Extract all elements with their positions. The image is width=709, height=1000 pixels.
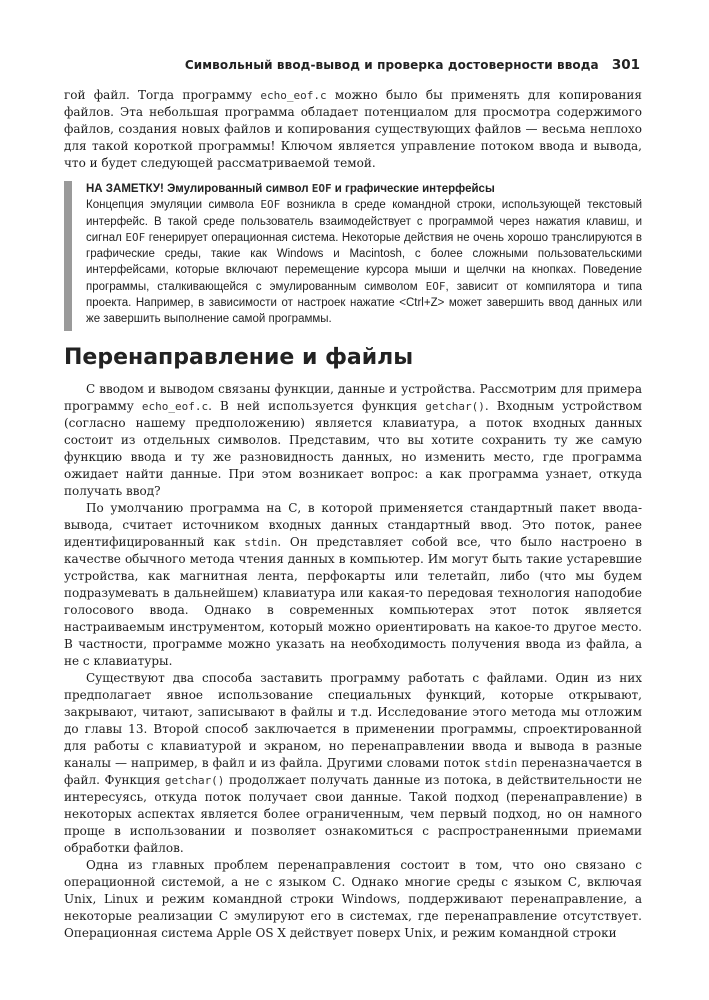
note-text-2: возникла в среде командной строки, использующей текстовый интерфейс. В такой среде пользователь взаимодействует с программой через нажатия клавиш, и сигнал (86, 199, 643, 244)
note-title-part-a: НА ЗАМЕТКУ! Эмулированный символ (86, 183, 312, 195)
note-text-1: Концепция эмуляции символа (86, 199, 261, 212)
note-code-2: EOF (125, 230, 146, 244)
note-box (64, 181, 642, 331)
p2-text-2: . Он представляет собой все, что было настроено в качестве обычного метода чтения данных в компьютер. Им могут быть такие устаревшие устройства, как магнитная лента, перфокарты или телетайп, либо (что мы будем подразумевать в дальнейшем) клавиатура или какая-то передовая технология наподобие голосового ввода. Однако в современных компьютерах этот поток является настраиваемым инструментом, который можно ориентировать на какое-то другое место. В частности, программе можно указать на необходимость получения ввода из файла, а не с клавиатуры. (64, 535, 643, 668)
note-text-3: генерирует операционная система. Некоторые действия не очень хорошо транслируются в графические среды, такие как Windows и Macintosh, с более сложными пользовательскими интерфейсами, которые включают перемещение курсора мыши и щелчки на кнопках. Поведение программы, сталкивающейся с эмулированным символом (86, 231, 642, 293)
intro-text-1: гой файл. Тогда программу (64, 88, 261, 102)
note-body (86, 197, 642, 327)
paragraph-3 (64, 670, 642, 857)
p4-text-1: Одна из главных проблем перенаправления состоит в том, что оно связано с операционной системой, а не с языком С. Однако многие среды с языком С, включая Unix, Linux и режим командной строки Windows, поддерживают перенаправление, а некоторые реализации С эмулируют его в системах, где перенаправление отсутствует. Операционная система Apple OS X действует поверх Unix, и режим командной строки (64, 858, 642, 940)
note-text-4: , зависит от компилятора и типа проекта. Например, в зависимости от настроек нажатие <Ctrl+Z> может завершить ввод данных или же завершить выполнение самой программы. (86, 280, 642, 326)
code-echo-eof: echo_eof.c (260, 89, 327, 102)
note-content (86, 181, 642, 328)
paragraph-2 (64, 500, 642, 670)
paragraph-1 (64, 381, 642, 500)
p2-text-1: По умолчанию программа на С, в которой применяется стандартный пакет ввода-вывода, считает источником входных данных стандартный ввод. Это поток, ранее идентифицированный как (64, 501, 642, 549)
p3-code-1: stdin (484, 757, 518, 770)
p1-code-1: echo_eof.c (141, 400, 209, 413)
p1-code-2: getchar() (425, 400, 485, 413)
intro-paragraph-block (64, 87, 642, 172)
note-code-3: EOF (425, 279, 446, 293)
p1-text-2: . В ней используется функция (208, 399, 426, 413)
note-side-bar (64, 181, 72, 331)
section-heading: Перенаправление и файлы (64, 345, 414, 370)
p3-code-2: getchar() (164, 774, 225, 787)
note-title-part-b: и графические интерфейсы (331, 183, 495, 195)
p3-text-2: переназначается в файл. Функция (64, 756, 642, 787)
running-header-title: Символьный ввод-вывод и проверка достоверности ввода (184, 58, 599, 72)
note-title (86, 181, 642, 197)
p3-text-3: продолжает получать данные из потока, в действительности не интересуясь, откуда поток получает свои данные. Такой подход (перенаправление) в некоторых аспектах является более ограниченным, чем первый подход, но он намного проще в использовании и позволяет ознакомиться с распространенными приемами обработки файлов. (64, 773, 643, 855)
intro-paragraph (64, 87, 642, 172)
p2-code-1: stdin (244, 536, 278, 549)
p3-text-1: Существуют два способа заставить программу работать с файлами. Один из них предполагает явное использование специальных функций, которые открывают, закрывают, читают, записывают в файлы и т.д. Исследование этого метода мы отложим до главы 13. Второй способ заключается в применении программы, спроектированной для работы с клавиатурой и экраном, но перенаправлении ввода и вывода в разные каналы — например, в файл и из файла. Другими словами поток (64, 671, 642, 770)
note-title-code: EOF (311, 182, 332, 195)
p1-text-1: С вводом и выводом связаны функции, данные и устройства. Рассмотрим для примера программу (64, 382, 642, 413)
main-text (64, 381, 642, 942)
paragraph-4 (64, 857, 642, 942)
note-code-1: EOF (260, 198, 281, 212)
running-header (0, 54, 640, 74)
intro-text-2: можно было бы применять для копирования файлов. Эта небольшая программа обладает потенциалом для просмотра содержимого файлов, создания новых файлов и копирования существующих файлов — весьма неплохо для такой короткой программы! Ключом является управление потоком ввода и вывода, что и будет следующей рассматриваемой темой. (64, 88, 642, 170)
p1-text-3: . Входным устройством (согласно нашему предположению) является клавиатура, а поток входных данных состоит из отдельных символов. Представим, что вы хотите сохранить ту же самую функцию ввода и ту же разновидность данных, но изменить место, где программа ожидает найти данные. При этом возникает вопрос: а как программа узнает, откуда получать ввод? (64, 399, 642, 498)
page-number: 301 (611, 57, 640, 73)
